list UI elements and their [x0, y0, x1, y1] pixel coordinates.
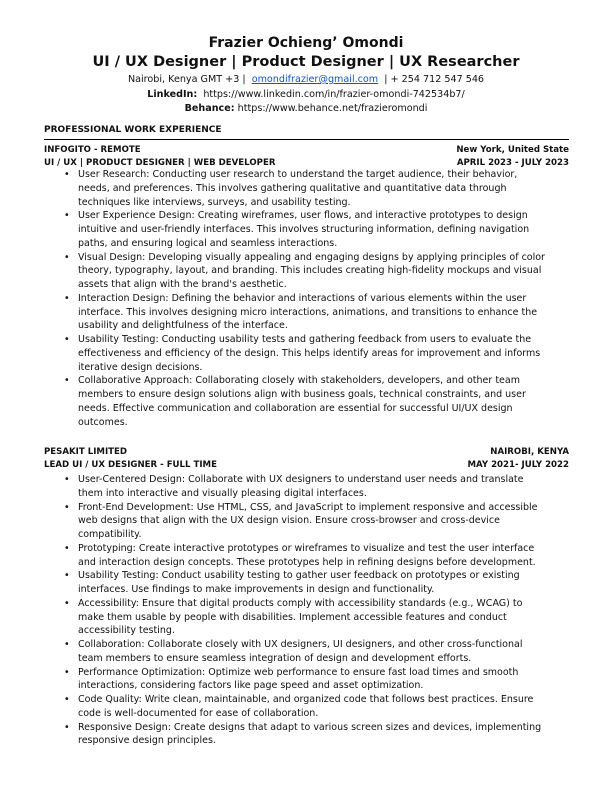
list-item: • Usability Testing: Conduct usability testing to gather user feedback on prototypes or existing interfaces. Use findings to make improvements in design and functionality. — [64, 569, 574, 597]
company: PESAKIT LIMITED — [44, 447, 128, 457]
job-header — [44, 144, 569, 170]
job-location: NAIROBI, KENYA — [490, 447, 569, 457]
list-item: • Code Quality: Write clean, maintainable, and organized code that follows best practices. Ensure code is well-documented for ease of collaboration. — [64, 693, 574, 721]
list-item: • User-Centered Design: Collaborate with UX designers to understand user needs and translate them into interactive and visually pleasing digital interfaces. — [64, 473, 574, 501]
list-item: • User Experience Design: Creating wireframes, user flows, and interactive prototypes to design intuitive and user-friendly interfaces. This involves structuring information, defining navigation paths, and ensuring logical and seamless interactions. — [64, 209, 574, 250]
role: UI / UX | PRODUCT DESIGNER | WEB DEVELOPER — [44, 158, 276, 168]
list-item: • Accessibility: Ensure that digital products comply with accessibility standards (e.g., WCAG) to make them usable by people with disabilities. Implement accessible features and conduct accessibility testing. — [64, 597, 574, 638]
list-item: • Interaction Design: Defining the behavior and interactions of various elements within the user interface. This involves designing micro interactions, animations, and transitions to enhance the usability and delightfulness of the interface. — [64, 292, 574, 333]
job-location: New York, United State — [456, 145, 569, 155]
job-bullets — [64, 168, 574, 429]
list-item: • Visual Design: Developing visually appealing and engaging designs by applying principles of color theory, typography, layout, and branding. This includes creating high-fidelity mockups and visual assets that align with the brand's aesthetic. — [64, 251, 574, 292]
list-item: • Responsive Design: Create designs that adapt to various screen sizes and devices, implementing responsive design principles. — [64, 721, 574, 749]
list-item: • Collaborative Approach: Collaborating closely with stakeholders, developers, and other team members to ensure design solutions align with business goals, technical constraints, and user needs. Effective communication and collaboration are essential for successful UI/UX design outcomes. — [64, 374, 574, 429]
list-item: • Prototyping: Create interactive prototypes or wireframes to visualize and test the user interface and interaction design concepts. These prototypes help in refining designs before development. — [64, 542, 574, 570]
behance-label: Behance: — [184, 103, 235, 114]
section-title: PROFESSIONAL WORK EXPERIENCE — [44, 125, 222, 135]
list-item: • Collaboration: Collaborate closely with UX designers, UI designers, and other cross-functional team members to ensure seamless integration of design and development efforts. — [64, 638, 574, 666]
contact-line — [0, 74, 612, 85]
list-item: • Front-End Development: Use HTML, CSS, and JavaScript to implement responsive and accessible web designs that align with the UX design vision. Ensure cross-browser and cross-device compatibility. — [64, 501, 574, 542]
job-header — [44, 446, 569, 472]
linkedin-url: https://www.linkedin.com/in/frazier-omondi-742534b7/ — [203, 89, 465, 100]
candidate-name: Frazier Ochieng’ Omondi — [208, 35, 404, 51]
job-bullets — [64, 473, 574, 748]
list-item: • User Research: Conducting user research to understand the target audience, their behavior, needs, and preferences. This involves gathering qualitative and quantitative data through techniques like interviews, surveys, and usability testing. — [64, 168, 574, 209]
behance-url: https://www.behance.net/frazieromondi — [237, 103, 428, 114]
linkedin-line — [0, 89, 612, 100]
role: LEAD UI / UX DESIGNER - FULL TIME — [44, 460, 217, 470]
section-divider — [44, 139, 569, 140]
location: Nairobi, Kenya GMT +3 | — [127, 74, 246, 85]
dates: MAY 2021- JULY 2022 — [467, 460, 569, 470]
dates: APRIL 2023 - JULY 2023 — [456, 158, 569, 168]
list-item: • Usability Testing: Conducting usability tests and gathering feedback from users to evaluate the effectiveness and efficiency of the design. This helps identify areas for improvement and informs iterative design decisions. — [64, 333, 574, 374]
email-link[interactable]: omondifrazier@gmail.com — [251, 74, 379, 85]
candidate-title: UI / UX Designer | Product Designer | UX Researcher — [92, 54, 520, 70]
phone: | + 254 712 547 546 — [384, 74, 485, 85]
list-item: • Performance Optimization: Optimize web performance to ensure fast load times and smooth interactions, considering factors like page speed and asset optimization. — [64, 666, 574, 694]
behance-line — [0, 103, 612, 114]
linkedin-label: LinkedIn: — [147, 89, 198, 100]
company: INFOGITO - REMOTE — [44, 145, 141, 155]
